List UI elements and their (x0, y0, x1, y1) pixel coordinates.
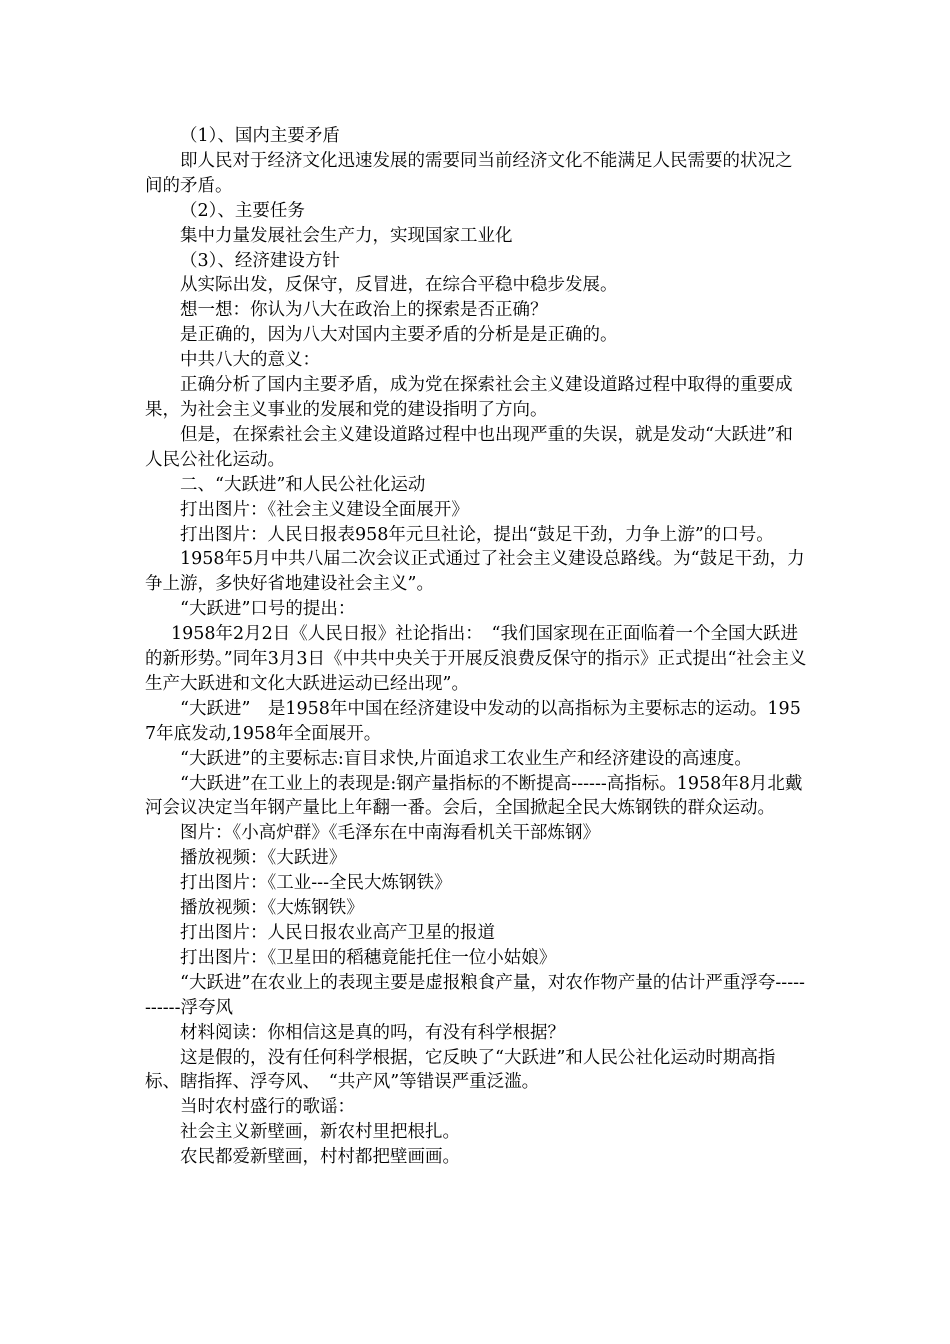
paragraph-ballad-line: 社会主义新壁画，新农村里把根扎。 (180, 1122, 460, 1143)
paragraph: 集中力量发展社会生产力，实现国家工业化 (180, 225, 513, 246)
paragraph: 从实际出发，反保守，反冒进，在综合平稳中稳步发展。 (180, 275, 618, 296)
paragraph-image-note: 打出图片：《卫星田的稻穗竟能托住一位小姑娘》 (180, 947, 557, 968)
section-heading-great-leap: 二、“大跃进”和人民公社化运动 (180, 474, 426, 495)
paragraph-image-note: 打出图片：《工业---全民大炼钢铁》 (180, 873, 452, 894)
paragraph-heading-main-task: （2）、主要任务 (180, 200, 305, 221)
paragraph-quote: 1958年2月2日《人民日报》社论指出： “我们国家现在正面临着一个全国大跃进的新形势。”同年3月3日《中共中央关于开展反浪费反保守的指示》正式提出“社会主义生产大跃进和文化大跃进运动已经出现”。 (145, 624, 807, 694)
paragraph-image-note: 打出图片：人民日报表958年元旦社论，提出“鼓足干劲，力争上游”的口号。 (180, 524, 774, 545)
paragraph: 但是，在探索社会主义建设道路过程中也出现严重的失误，就是发动“大跃进”和人民公社化运动。 (145, 424, 793, 470)
document-body (145, 124, 807, 1170)
paragraph-ballad-line: 农民都爱新壁画，村村都把壁画画。 (180, 1147, 460, 1168)
paragraph: 即人民对于经济文化迅速发展的需要同当前经济文化不能满足人民需要的状况之间的矛盾。 (145, 150, 793, 196)
paragraph-video-note: 播放视频：《大跃进》 (180, 848, 347, 869)
paragraph-image-note: 打出图片：人民日报农业高产卫星的报道 (180, 923, 495, 943)
paragraph: 正确分析了国内主要矛盾，成为党在探索社会主义建设道路过程中取得的重要成果，为社会主义事业的发展和党的建设指明了方向。 (145, 375, 793, 420)
paragraph-question: 材料阅读：你相信这是真的吗，有没有科学根据？ (180, 1022, 565, 1043)
paragraph-answer: 是正确的，因为八大对国内主要矛盾的分析是是正确的。 (180, 325, 618, 346)
paragraph-image-note: 打出图片：《社会主义建设全面展开》 (180, 499, 469, 520)
paragraph-heading-slogan: “大跃进”口号的提出： (180, 599, 356, 620)
paragraph-heading-ballad: 当时农村盛行的歌谣： (180, 1097, 355, 1118)
paragraph-question: 想一想：你认为八大在政治上的探索是否正确？ (180, 300, 548, 321)
paragraph: “大跃进” 是1958年中国在经济建设中发动的以高指标为主要标志的运动。1957年底发动,1958年全面展开。 (145, 698, 801, 744)
paragraph-heading-significance: 中共八大的意义： (180, 350, 320, 371)
paragraph: “大跃进”在农业上的表现主要是虚报粮食产量，对农作物产量的估计严重浮夸-----------浮夸风 (145, 972, 805, 1018)
paragraph-heading-main-contradiction: （1）、国内主要矛盾 (180, 126, 340, 146)
paragraph-heading-economic-policy: （3）、经济建设方针 (180, 250, 340, 271)
paragraph: “大跃进”在工业上的表现是:钢产量指标的不断提高------高指标。1958年8月北戴河会议决定当年钢产量比上年翻一番。会后，全国掀起全民大炼钢铁的群众运动。 (145, 773, 803, 819)
paragraph: 1958年5月中共八届二次会议正式通过了社会主义建设总路线。为“鼓足干劲，力争上游，多快好省地建设社会主义”。 (145, 549, 805, 595)
paragraph: “大跃进”的主要标志:盲目求快,片面追求工农业生产和经济建设的高速度。 (180, 748, 752, 769)
paragraph-video-note: 播放视频：《大炼钢铁》 (180, 898, 364, 919)
paragraph-answer: 这是假的，没有任何科学根据，它反映了“大跃进”和人民公社化运动时期高指标、瞎指挥、浮夸风、 “共产风”等错误严重泛滥。 (145, 1047, 776, 1093)
paragraph-image-note: 图片：《小高炉群》《毛泽东在中南海看机关干部炼钢》 (180, 823, 600, 844)
